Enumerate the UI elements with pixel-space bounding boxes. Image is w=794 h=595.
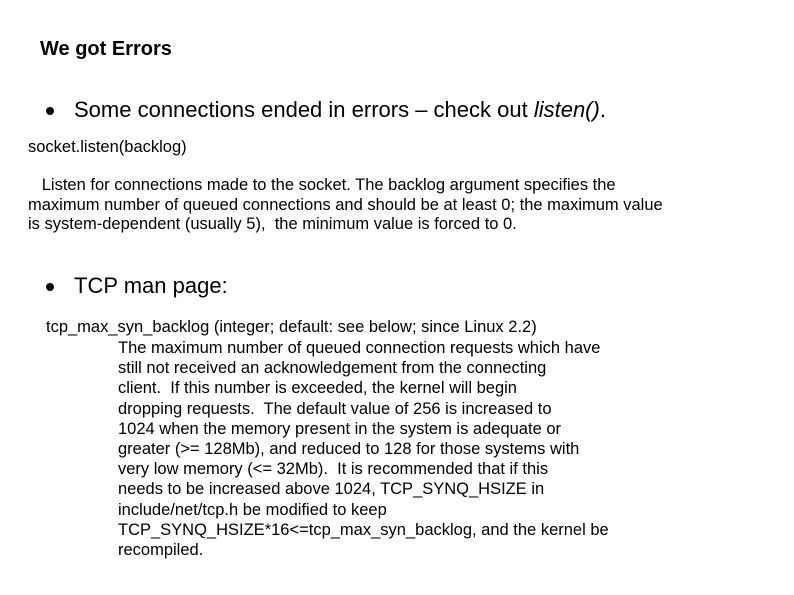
slide-title: We got Errors — [40, 38, 172, 60]
bullet-text-end: . — [599, 97, 606, 122]
bullet-dot-icon — [46, 283, 54, 291]
listen-signature: socket.listen(backlog) — [28, 138, 187, 156]
bullet-text-function: listen() — [533, 97, 600, 122]
tcp-man-body-line: 1024 when the memory present in the system is adequate or — [118, 419, 561, 438]
tcp-man-body-line: The maximum number of queued connection requests which have — [118, 339, 601, 357]
bullet-dot-icon — [46, 107, 54, 115]
listen-description-line: maximum number of queued connections and should be at least 0; the maximum value — [28, 195, 663, 214]
tcp-man-body-line: client. If this number is exceeded, the kernel will begin — [118, 379, 517, 398]
tcp-man-body-line: dropping requests. The default value of 256 is increased to — [118, 399, 552, 418]
tcp-man-body-line: TCP_SYNQ_HSIZE*16<=tcp_max_syn_backlog, and the kernel be — [118, 520, 609, 539]
tcp-man-body — [118, 338, 609, 560]
tcp-man-body-line: very low memory (<= 32Mb). It is recommended that if this — [118, 460, 549, 479]
bullet-text: TCP man page: — [74, 273, 228, 298]
tcp-man-body-line: recompiled. — [118, 541, 204, 560]
tcp-man-body-line: needs to be increased above 1024, TCP_SYNQ_HSIZE in — [118, 480, 545, 499]
listen-description-line: Listen for connections made to the socket. The backlog argument specifies the — [28, 176, 616, 194]
tcp-man-heading: tcp_max_syn_backlog (integer; default: see below; since Linux 2.2) — [46, 318, 537, 336]
bullet-text-main: Some connections ended in errors – check out — [74, 97, 534, 122]
listen-description — [28, 176, 663, 235]
tcp-man-body-line: greater (>= 128Mb), and reduced to 128 for those systems with — [118, 440, 580, 459]
tcp-man-body-line: include/net/tcp.h be modified to keep — [118, 500, 387, 519]
bullet-text — [74, 97, 606, 123]
tcp-man-body-line: still not received an acknowledgement from the connecting — [118, 359, 547, 378]
listen-description-line: is system-dependent (usually 5), the minimum value is forced to 0. — [28, 215, 517, 234]
